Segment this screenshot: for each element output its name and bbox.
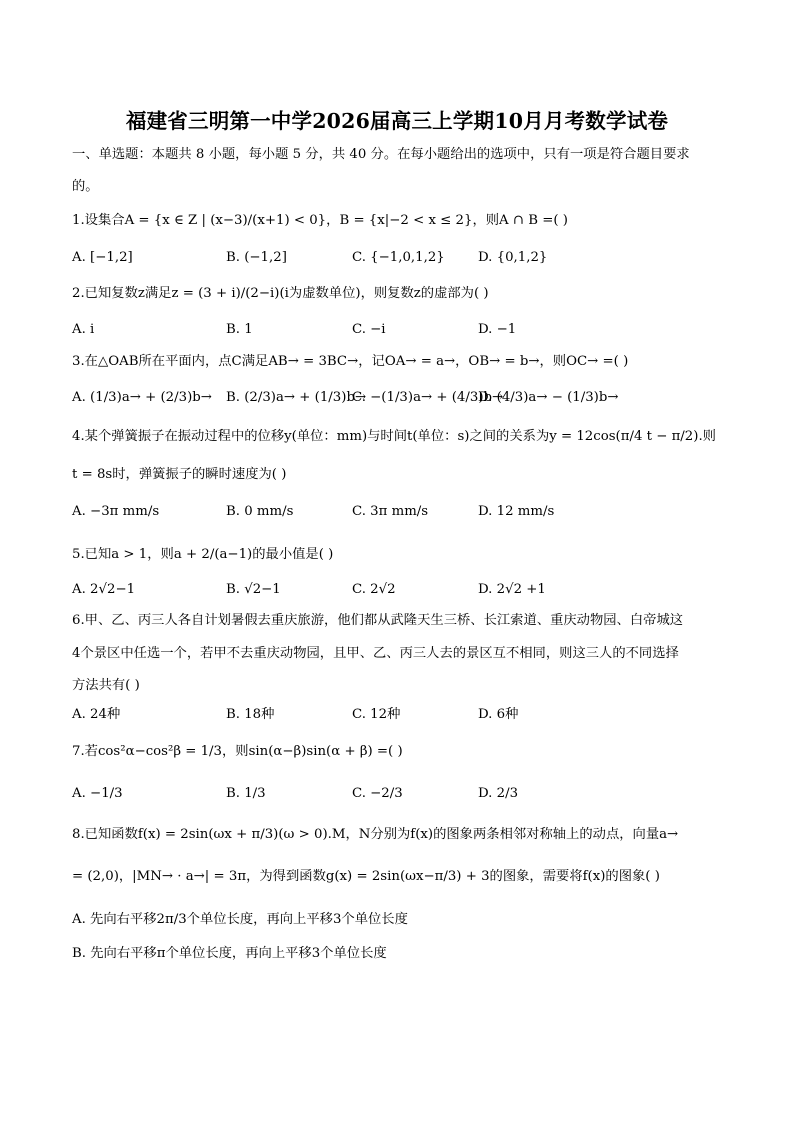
question-1-option-b: B. (−1,2] [226,250,287,265]
question-7-option-a: A. −1/3 [72,786,123,801]
question-6-option-a: A. 24种 [72,707,121,722]
question-7-option-d: D. 2/3 [478,786,519,801]
section-heading-line-1: 一、单选题：本题共 8 小题，每小题 5 分，共 40 分。在每小题给出的选项中，只有一项是符合题目要求 [72,147,690,162]
question-4-option-c: C. 3π mm/s [352,504,429,519]
question-1-option-a: A. [−1,2] [72,250,133,265]
question-1-text: 1.设集合A = {x ∈ Z | (x−3)/(x+1) < 0}，B = {x|−2 < x ≤ 2}，则A ∩ B =( ) [72,213,568,228]
question-4-text-line-2: t = 8s时，弹簧振子的瞬时速度为( ) [72,467,287,482]
question-1-option-d: D. {0,1,2} [478,250,548,265]
question-6-option-c: C. 12种 [352,707,401,722]
question-8-option-b: B. 先向右平移π个单位长度，再向上平移3个单位长度 [72,946,387,961]
question-4-option-d: D. 12 mm/s [478,504,555,519]
question-4-option-b: B. 0 mm/s [226,504,294,519]
question-5-option-d: D. 2√2 +1 [478,582,546,597]
question-7-text: 7.若cos²α−cos²β = 1/3，则sin(α−β)sin(α + β) =( ) [72,744,403,759]
question-5-option-b: B. √2−1 [226,582,281,597]
question-3-option-d: D. (4/3)a→ − (1/3)b→ [478,390,619,405]
question-5-option-c: C. 2√2 [352,582,396,597]
question-6-option-b: B. 18种 [226,707,275,722]
section-heading-line-2: 的。 [72,179,99,194]
question-1-option-c: C. {−1,0,1,2} [352,250,445,265]
question-7-option-b: B. 1/3 [226,786,266,801]
question-3-option-b: B. (2/3)a→ + (1/3)b→ [226,390,367,405]
question-4-text-line-1: 4.某个弹簧振子在振动过程中的位移y(单位：mm)与时间t(单位：s)之间的关系为y = 12cos(π/4 t − π/2).则 [72,429,716,444]
question-8-option-a: A. 先向右平移2π/3个单位长度，再向上平移3个单位长度 [72,912,408,927]
question-2-option-c: C. −i [352,322,386,337]
question-8-text-line-2: = (2,0)，|MN→ · a→| = 3π，为得到函数g(x) = 2sin(ωx−π/3) + 3的图象，需要将f(x)的图象( ) [72,869,660,884]
question-3-text: 3.在△OAB所在平面内，点C满足AB→ = 3BC→，记OA→ = a→，OB→ = b→，则OC→ =( ) [72,354,629,369]
question-3-option-a: A. (1/3)a→ + (2/3)b→ [72,390,212,405]
question-6-text-line-3: 方法共有( ) [72,678,140,693]
question-6-option-d: D. 6种 [478,707,519,722]
question-2-option-a: A. i [72,322,95,337]
question-6-text-line-1: 6.甲、乙、丙三人各自计划暑假去重庆旅游，他们都从武隆天生三桥、长江索道、重庆动物园、白帝城这 [72,613,684,628]
question-3-option-c: C. −(1/3)a→ + (4/3)b→ [352,390,504,405]
question-6-text-line-2: 4个景区中任选一个，若甲不去重庆动物园，且甲、乙、丙三人去的景区互不相同，则这三人的不同选择 [72,646,679,661]
question-5-option-a: A. 2√2−1 [72,582,136,597]
question-5-text: 5.已知a > 1，则a + 2/(a−1)的最小值是( ) [72,547,334,562]
page-title: 福建省三明第一中学2026届高三上学期10月月考数学试卷 [125,109,669,133]
question-2-text: 2.已知复数z满足z = (3 + i)/(2−i)(i为虚数单位)，则复数z的虚部为( ) [72,286,489,301]
question-8-text-line-1: 8.已知函数f(x) = 2sin(ωx + π/3)(ω > 0).M，N分别为f(x)的图象两条相邻对称轴上的动点，向量a→ [72,827,679,842]
question-2-option-b: B. 1 [226,322,253,337]
question-7-option-c: C. −2/3 [352,786,403,801]
question-2-option-d: D. −1 [478,322,517,337]
question-4-option-a: A. −3π mm/s [72,504,160,519]
